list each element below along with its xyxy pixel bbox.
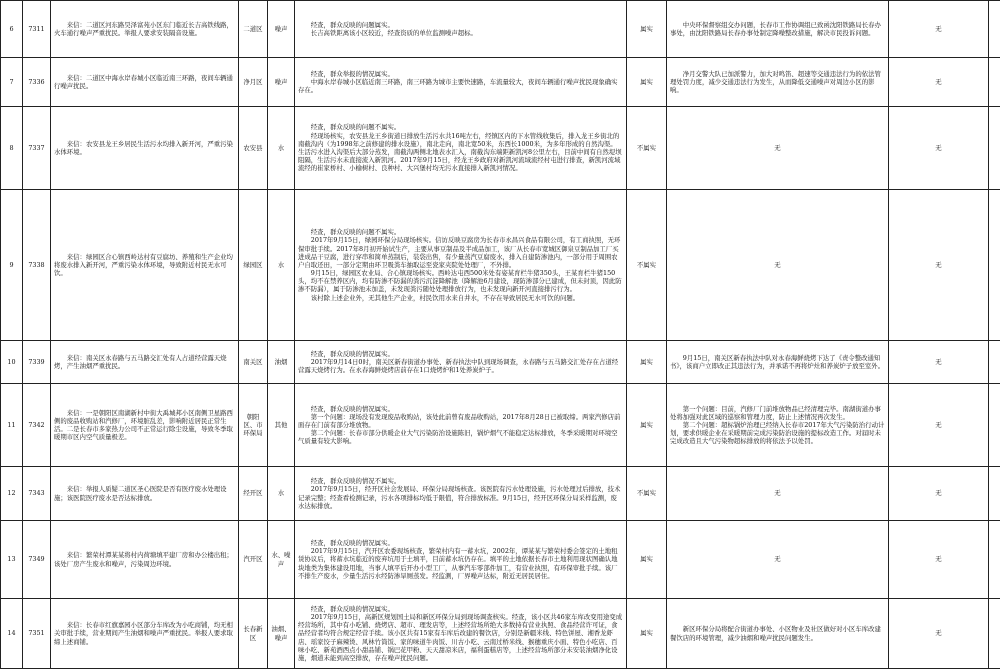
case-id-cell: 7342 xyxy=(23,384,51,467)
verdict-cell: 不属实 xyxy=(627,107,667,190)
verdict-cell: 属实 xyxy=(627,58,667,107)
case-id-cell: 7349 xyxy=(23,521,51,599)
pollution-type-cell: 噪声 xyxy=(268,58,295,107)
remediation-action-cell: 第一个问题：目前，汽修厂门前堆放物品已经清理完毕。南湖街道办事处将加强对此区域的巡察和管理力度，防止上述情况再次发生。 第二个问题：超标锅炉治理已经纳入长春市2017年大气污染防治行动计划，要求供暖企业在采暖期前完成污染防治设施的提标改造工作。对届时未完成改造且大气污染物超标排放的将依法予以处罚。 xyxy=(667,384,889,467)
district-cell: 经开区 xyxy=(239,467,268,521)
table-edge-cell xyxy=(989,384,1000,467)
complaint-content-cell: 来信：一是朝阳区南湖新村中街大禹城邦小区南侧卫星路西侧的废品收购站和汽修厂，环境脏乱差，影响附近居民正常生活。二是长春市多家热力公司不正常运行除尘设施，导致冬季取暖期市区内空气质量极差。 xyxy=(51,384,239,467)
table-edge-cell xyxy=(989,190,1000,341)
table-row xyxy=(1,341,1000,384)
investigation-finding-cell: 经查，群众反映的情况属实。 2017年9月14日0时，南关区新春街道办事处、新春执法中队到现场调查，永春路与五马路交汇处存在占道经营露天烧烤行为。在永春海鲜烧烤店前存在1口烧烤炉和1处养炭炉子。 xyxy=(295,341,627,384)
remediation-action-cell: 无 xyxy=(667,107,889,190)
remediation-action-cell: 无 xyxy=(667,467,889,521)
complaint-content-cell: 来信：南关区永春路与五马路交汇处有人占道经营露天烧烤，产生油烟严重扰民。 xyxy=(51,341,239,384)
table-edge-cell xyxy=(989,467,1000,521)
row-number-cell: 8 xyxy=(1,107,23,190)
row-number-cell: 6 xyxy=(1,1,23,58)
pollution-type-cell: 水 xyxy=(268,467,295,521)
row-number-cell: 13 xyxy=(1,521,23,599)
complaint-content-cell: 来信：农安县龙王乡居民生活污水均排入新开河，严重污染水体环境。 xyxy=(51,107,239,190)
case-id-cell: 7338 xyxy=(23,190,51,341)
table-edge-cell xyxy=(989,58,1000,107)
accountability-cell: 无 xyxy=(889,384,989,467)
accountability-cell: 无 xyxy=(889,521,989,599)
accountability-cell: 无 xyxy=(889,58,989,107)
complaint-content-cell: 来信：二道区中海水岸春城小区临近南三环路，夜间车辆通行噪声扰民。 xyxy=(51,58,239,107)
remediation-action-cell: 9月15日，南关区新春执法中队对永春海鲜烧烤下达了《责令整改通知书》，该商户立即改正其违法行为，并承诺不再将炉灶和养炭炉子放至室外。 xyxy=(667,341,889,384)
remediation-action-cell: 净月交警大队已加派警力，加大对鸣笛、超速等交通违法行为的依法管理处罚力度，减少交通违法行为发生，从而降低交通噪声对周边小区的影响。 xyxy=(667,58,889,107)
verdict-cell: 不属实 xyxy=(627,190,667,341)
table-edge-cell xyxy=(989,341,1000,384)
remediation-action-cell: 新区环保分局将配合街道办事处、小区物业及社区做好对小区车库改建餐饮店的环境管理，减少油烟和噪声扰民问题发生。 xyxy=(667,599,889,669)
verdict-cell: 属实 xyxy=(627,384,667,467)
pollution-type-cell: 水 xyxy=(268,190,295,341)
table-edge-cell xyxy=(989,107,1000,190)
district-cell: 二道区 xyxy=(239,1,268,58)
table-row xyxy=(1,384,1000,467)
table-row xyxy=(1,107,1000,190)
investigation-finding-cell: 经查，群众反映的情况不属实。 2017年9月15日，经开区社会发展局、环保分局现场核查。该医院有污水处理设施，污水处理过后排放，技术记录完整；经查看检测记录，污水各项排标均低于限值，符合排放标准。9月15日，经开区环保分局采样监测，废水达标排放。 xyxy=(295,467,627,521)
table-edge-cell xyxy=(989,521,1000,599)
district-cell: 绿园区 xyxy=(239,190,268,341)
pollution-type-cell: 水 xyxy=(268,107,295,190)
table-row xyxy=(1,190,1000,341)
table-row xyxy=(1,521,1000,599)
verdict-cell: 属实 xyxy=(627,599,667,669)
pollution-type-cell: 其他 xyxy=(268,384,295,467)
district-cell: 朝阳区、市环保局 xyxy=(239,384,268,467)
accountability-cell: 无 xyxy=(889,467,989,521)
table-edge-cell xyxy=(989,599,1000,669)
complaint-content-cell: 来信：繁荣村潭某某将村内荷塘填平建厂房和办公楼出租；该处厂房产生废水和噪声，污染周边环境。 xyxy=(51,521,239,599)
row-number-cell: 14 xyxy=(1,599,23,669)
complaint-content-cell: 来信：二道区河东路昊泽富苑小区东门临近长吉高铁线路，火车通行噪声严重扰民。举报人要求安装隔音设施。 xyxy=(51,1,239,58)
row-number-cell: 12 xyxy=(1,467,23,521)
case-id-cell: 7339 xyxy=(23,341,51,384)
table-body xyxy=(1,1,1000,669)
district-cell: 长春新区 xyxy=(239,599,268,669)
investigation-finding-cell: 经查，群众反映的情况属实。 2017年9月15日，汽开区农委现场核查，繁荣村内有一蓄水坑，2002年，谭某某与繁荣村委会签定的土地租赁协议后，将蓄水坑临近的废弃坑用于土填平，目前蓄水坑仍存在。填平的土地依据长春市土地利用现状图确认地块地类为集体建设用地，当事人填平后开办小型工厂，从事汽车零部件加工，有营业执照，有环保审批手续。该厂不排生产废水，少量生活污水经防渗旱厕蒸发。经监测，厂界噪声达标，附近无居民居住。 xyxy=(295,521,627,599)
table-row xyxy=(1,58,1000,107)
investigation-finding-cell: 经查，群众反映的问题不属实。 2017年9月15日，绿园环保分局现场核实。信访反映豆腐房为长春市永昌兴食品有限公司，有工商执照，无环保审批手续。2017年8月初开始试生产，主要从事豆制品及半成品加工，该厂从长春市宽城区御泉豆制品加工厂买进成品干豆腐，进行穿串和简单蒸制后，装袋出售，有少量蒸汽豆腐废水，排入自建防渗池内，一部分用于周围农户自取还田，一部分定期由环卫吸粪车抽取运至瓷家夹院处处理厂，不外排。 9月15日，绿园区农业局、合心镇现场核实。西岭达屯西500米处有姿某育栏牛猪350头，王某育栏牛猪150头，均不在禁养区内，均有防渗不防漏的粪污沉淀降解池（降解池6月建设，现防渗部分已建成，但未封顶，因此防渗不防漏），属于防渗池未加盖，未发现粪污随处处理排放行为，也未发现向新开河直接排污行为。 该村除上述企业外，无其他生产企业，村民饮用水来自井水，不存在导致居民无水可饮的问题。 xyxy=(295,190,627,341)
investigation-finding-cell: 经查，群众举报的情况属实。 中海水岸春城小区临近南三环路，南三环路为城市主要快速路，车流量较大，夜间车辆通行噪声扰民现象确实存在。 xyxy=(295,58,627,107)
verdict-cell: 不属实 xyxy=(627,467,667,521)
table-row xyxy=(1,1,1000,58)
accountability-cell: 无 xyxy=(889,599,989,669)
verdict-cell: 属实 xyxy=(627,1,667,58)
investigation-finding-cell: 经查，群众反映的问题属实。 长吉高铁距离该小区较近，经查资质的单位监测噪声超标。 xyxy=(295,1,627,58)
pollution-type-cell: 水、噪声 xyxy=(268,521,295,599)
table-row xyxy=(1,467,1000,521)
district-cell: 汽开区 xyxy=(239,521,268,599)
row-number-cell: 11 xyxy=(1,384,23,467)
remediation-action-cell: 无 xyxy=(667,190,889,341)
remediation-action-cell: 无 xyxy=(667,521,889,599)
row-number-cell: 9 xyxy=(1,190,23,341)
case-id-cell: 7337 xyxy=(23,107,51,190)
pollution-type-cell: 油烟、噪声 xyxy=(268,599,295,669)
case-id-cell: 7343 xyxy=(23,467,51,521)
accountability-cell: 无 xyxy=(889,107,989,190)
remediation-action-cell: 中央环保督察组交办问题，长春市工作协调组已致函沈阳铁路局长春办事处，由沈阳铁路局长春办事处制定降噪整改措施，解决市民投诉问题。 xyxy=(667,1,889,58)
table-edge-cell xyxy=(989,1,1000,58)
investigation-finding-cell: 经查，群众反映的情况属实。 2017年9月15日，高新区规划国土局和新区环保分局到现场调查核实。经查，该小区共46家车库改变用途变成经营场所，其中有小吃铺、烧烤店、超市、理发店等，上述经营场所绝大多数持有营业执照、食品经营许可证，食品经营者均符合规定经营手续。该小区共有15家有车库后改建的餐饮店，分别是新疆米线、特色饼屋、湘香龙虾店、瑶家饺子麻辣烫、风林竹筒饭、家的味道牛肉饭、川古小吃、云南过桥米线、猴穗重庆小面、特色小吃店、百味小吃、新苑酒西点小甜品铺、锅巴花甲粉、天天甜凉米店，福利蛋糕店等，上述经营场所部分未安装油烟净化设施，烟道未能到高空排放，存在噪声扰民问题。 xyxy=(295,599,627,669)
district-cell: 南关区 xyxy=(239,341,268,384)
accountability-cell: 无 xyxy=(889,341,989,384)
pollution-type-cell: 噪声 xyxy=(268,1,295,58)
pollution-type-cell: 油烟 xyxy=(268,341,295,384)
table-row xyxy=(1,599,1000,669)
complaint-content-cell: 来信：绿园区合心镇西岭达村有豆腐坊、养殖和生产企业均将废水排入新开河，严重污染水体环境，导致附近村民无水可饮。 xyxy=(51,190,239,341)
district-cell: 净月区 xyxy=(239,58,268,107)
accountability-cell: 无 xyxy=(889,1,989,58)
row-number-cell: 10 xyxy=(1,341,23,384)
investigation-finding-cell: 经查，群众反映的情况属实。 第一个问题：现场没有发现废品收购站，该处此前曾有废品收购站，2017年8月28日已被取缔。两家汽修店前面存在门前有部分堆放物。 第二个问题：长春市部分供暖企业大气污染防治设施陈旧，锅炉烟气不能稳定达标排放，冬季采暖期对环境空气质量有较大影响。 xyxy=(295,384,627,467)
accountability-cell: 无 xyxy=(889,190,989,341)
row-number-cell: 7 xyxy=(1,58,23,107)
complaint-content-cell: 来信：举报人质疑二道区圣心医院是否有医疗废水处理设施；该医院医疗废水是否达标排放。 xyxy=(51,467,239,521)
case-id-cell: 7351 xyxy=(23,599,51,669)
investigation-finding-cell: 经查，群众反映的问题不属实。 经现场核实，农安县龙王乡街道日排放生活污水共16吨左右，经镇区内的下水管线收集后，排入龙王乡街北的南截沟内（为1998年之前修建的排水设施），南北走向，南北宽50米，东西长1000米，为多年形成的自然沟渠。生活污水进入沟渠后大部分蒸发，南截沟两侧北地表水汇入，南截沟东端距新凯河8公里左右，目前中间有自然堤坝阻隔，生活污水未直接流入新凯河。2017年9月15日，经龙王乡政府对新凯河流域流经村屯进行排查，新凯河流域流经的崔家桥村、小榆树村、良种村、大兴堡村均无污水直接排入新凯河情况。 xyxy=(295,107,627,190)
district-cell: 农安县 xyxy=(239,107,268,190)
complaint-content-cell: 来信：长春市红旗嘉园小区部分车库改为小吃商铺，均无相关审批手续，营业期间产生油烟和噪声严重扰民。举报人要求取缔上述商铺。 xyxy=(51,599,239,669)
verdict-cell: 属实 xyxy=(627,521,667,599)
verdict-cell: 属实 xyxy=(627,341,667,384)
case-id-cell: 7336 xyxy=(23,58,51,107)
case-id-cell: 7311 xyxy=(23,1,51,58)
